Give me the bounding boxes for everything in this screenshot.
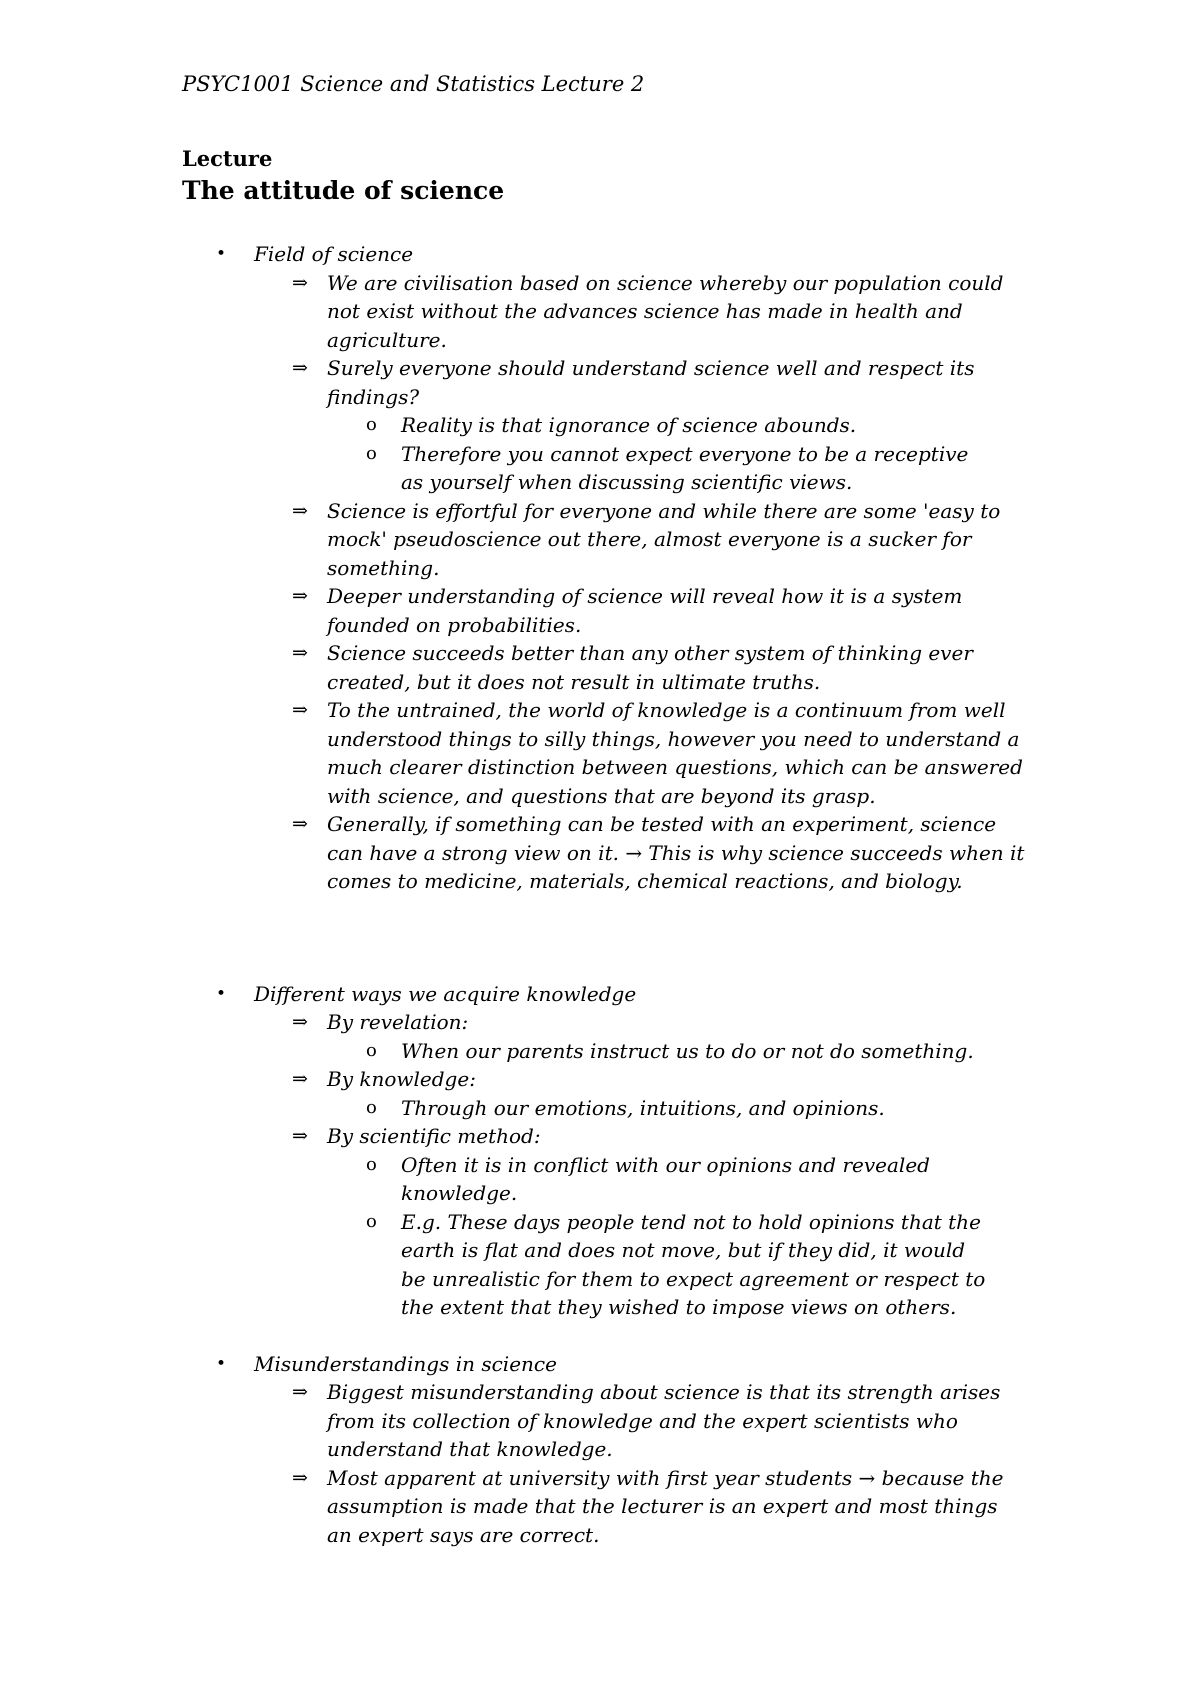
arrow-marker: ⇒: [292, 1011, 308, 1033]
bullet-text: Field of science: [254, 242, 414, 266]
arrow-text: Deeper understanding of science will reveal how it is a system founded on probabilities.: [327, 584, 963, 637]
circle-text: Often it is in conflict with our opinions and revealed knowledge.: [401, 1152, 930, 1205]
notes-content: [0, 240, 1200, 1549]
arrow-text: Science is effortful for everyone and while there are some 'easy to mock' pseudoscience out there, almost everyone is a sucker for something.: [327, 498, 1001, 580]
bullet-marker: •: [216, 983, 227, 1004]
circle-marker: o: [366, 414, 377, 435]
arrow-item: [0, 497, 1027, 583]
circle-item: [0, 1094, 991, 1123]
arrow-text: Surely everyone should understand science well and respect its findings?: [327, 356, 975, 409]
arrow-text: To the untrained, the world of knowledge is a continuum from well understood things to silly things, however you need to understand a much clearer distinction between questions, which can be answered with science, and questions that are beyond its grasp.: [327, 698, 1023, 808]
bullet-item: [0, 1350, 1200, 1379]
arrow-text: Most apparent at university with first year students → because the assumption is made that the lecturer is an expert and most things an expert says are correct.: [327, 1465, 1004, 1547]
bullet-marker: •: [216, 244, 227, 264]
arrow-item: [0, 269, 1027, 355]
circle-text: E.g. These days people tend not to hold opinions that the earth is flat and does not move, but if they did, it would be unrealistic for them to expect agreement or respect to the extent that they wished to impose views on others.: [401, 1209, 986, 1319]
arrow-text: We are civilisation based on science whereby our population could not exist without the advances science has made in health and agriculture.: [327, 270, 1004, 352]
arrow-text: By revelation:: [327, 1010, 469, 1034]
bullet-text: Misunderstandings in science: [254, 1351, 557, 1376]
section-label: Lecture: [182, 146, 273, 171]
circle-item: [0, 440, 991, 497]
circle-item: [0, 411, 991, 440]
arrow-marker: ⇒: [292, 357, 308, 379]
arrow-text: Biggest misunderstanding about science is that its strength arises from its collection of knowledge and the expert scientists who understand that knowledge.: [327, 1380, 1001, 1461]
arrow-text: Generally, if something can be tested with an experiment, science can have a strong view on it. → This is why science succeeds when it comes to medicine, materials, chemical reactions, and biology.: [327, 812, 1025, 893]
circle-item: [0, 1037, 991, 1066]
arrow-item: [0, 810, 1027, 896]
circle-marker: o: [366, 442, 377, 464]
arrow-marker: ⇒: [292, 699, 308, 721]
running-header: PSYC1001 Science and Statistics Lecture 2: [182, 72, 645, 96]
arrow-marker: ⇒: [292, 1068, 308, 1090]
arrow-text: By knowledge:: [327, 1067, 476, 1091]
arrow-marker: ⇒: [292, 813, 308, 835]
circle-text: Through our emotions, intuitions, and opinions.: [401, 1095, 885, 1120]
arrow-item: [0, 354, 1027, 411]
arrow-marker: ⇒: [292, 271, 308, 294]
circle-marker: o: [366, 1096, 377, 1118]
section-ways-of-knowledge: [0, 980, 1200, 1322]
bullet-marker: •: [216, 1353, 227, 1374]
bullet-item: [0, 980, 1200, 1009]
arrow-item: [0, 696, 1027, 810]
arrow-text: By scientific method:: [327, 1124, 541, 1148]
arrow-marker: ⇒: [292, 1466, 308, 1489]
arrow-text: Science succeeds better than any other system of thinking ever created, but it does not result in ultimate truths.: [327, 641, 973, 694]
circle-text: When our parents instruct us to do or not do something.: [401, 1038, 974, 1063]
arrow-marker: ⇒: [292, 642, 308, 664]
circle-text: Therefore you cannot expect everyone to be a receptive as yourself when discussing scientific views.: [401, 441, 969, 494]
circle-marker: o: [366, 1210, 377, 1232]
arrow-item: [0, 582, 1027, 639]
arrow-item: [0, 1378, 1027, 1464]
circle-text: Reality is that ignorance of science abounds.: [401, 413, 857, 437]
arrow-marker: ⇒: [292, 1125, 308, 1147]
arrow-marker: ⇒: [292, 499, 308, 522]
circle-item: [0, 1151, 991, 1208]
arrow-item: [0, 1008, 1027, 1037]
section-field-of-science: [0, 240, 1200, 896]
arrow-item: [0, 1065, 1027, 1094]
bullet-item: [0, 240, 1200, 269]
bullet-text: Different ways we acquire knowledge: [254, 981, 637, 1006]
section-misunderstandings: [0, 1350, 1200, 1550]
circle-item: [0, 1208, 991, 1322]
arrow-item: [0, 639, 1027, 696]
arrow-item: [0, 1122, 1027, 1151]
page-title: The attitude of science: [182, 176, 505, 205]
arrow-item: [0, 1464, 1027, 1550]
arrow-marker: ⇒: [292, 585, 308, 607]
arrow-marker: ⇒: [292, 1381, 308, 1403]
circle-marker: o: [366, 1039, 377, 1061]
circle-marker: o: [366, 1153, 377, 1175]
